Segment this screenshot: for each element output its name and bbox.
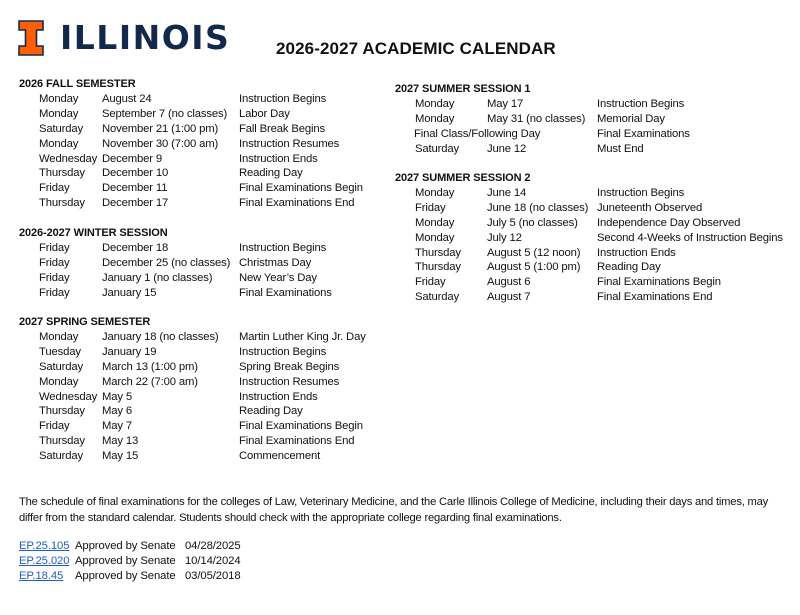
- calendar-row: [19, 137, 363, 152]
- day: Thursday: [415, 246, 461, 259]
- event: Commencement: [239, 450, 321, 463]
- approval-date: 03/05/2018: [185, 570, 241, 582]
- calendar-row: [395, 201, 783, 216]
- day: Thursday: [39, 435, 85, 448]
- calendar-row: [395, 216, 783, 231]
- section-title: 2027 SUMMER SESSION 1: [395, 83, 531, 95]
- calendar-row: [19, 345, 366, 360]
- event: Spring Break Begins: [239, 360, 340, 373]
- day: Wednesday: [39, 390, 98, 403]
- date: August 7: [487, 291, 531, 304]
- day: Thursday: [415, 261, 461, 274]
- event: Fall Break Begins: [239, 122, 325, 135]
- approval-row: [19, 554, 241, 569]
- date: January 15: [102, 286, 157, 299]
- date: May 31 (no classes): [487, 112, 586, 125]
- date: December 25 (no classes): [102, 256, 231, 269]
- page-title: 2026-2027 ACADEMIC CALENDAR: [276, 39, 556, 58]
- date: December 18: [102, 242, 169, 254]
- event: Instruction Begins: [239, 242, 327, 254]
- calendar-row: [19, 181, 363, 196]
- date: December 11: [102, 182, 168, 195]
- event: Instruction Ends: [239, 390, 318, 403]
- ep-link[interactable]: EP.25.105: [19, 540, 70, 552]
- day: Friday: [39, 182, 70, 195]
- date: May 6: [102, 405, 133, 418]
- calendar-row: [395, 186, 783, 201]
- fall-semester-section: [19, 77, 363, 211]
- day: Wednesday: [39, 152, 98, 165]
- calendar-row: [19, 107, 363, 122]
- fall-rows: [19, 92, 363, 211]
- date: January 1 (no classes): [102, 271, 213, 284]
- day: Monday: [39, 93, 79, 105]
- calendar-row: [19, 330, 366, 345]
- day: Thursday: [39, 405, 85, 418]
- event: Instruction Begins: [597, 187, 685, 199]
- event: Reading Day: [239, 405, 303, 418]
- calendar-row: [395, 97, 690, 112]
- event: Instruction Ends: [597, 246, 676, 259]
- winter-session-section: [19, 226, 332, 301]
- event: Final Examinations End: [239, 197, 355, 210]
- spring-semester-section: [19, 315, 366, 464]
- calendar-row: [19, 271, 332, 286]
- day: Monday: [39, 331, 79, 343]
- calendar-row: [19, 375, 366, 390]
- section-title: 2027 SUMMER SESSION 2: [395, 172, 531, 184]
- day: Saturday: [39, 450, 84, 463]
- date: June 12: [487, 142, 527, 155]
- calendar-row: [19, 419, 366, 434]
- summer-session-1-section: [395, 82, 690, 157]
- day: Saturday: [415, 291, 460, 304]
- event: Instruction Resumes: [239, 375, 340, 388]
- date: November 30 (7:00 am): [102, 137, 219, 150]
- day: Tuesday: [39, 345, 81, 358]
- event: Memorial Day: [597, 112, 665, 125]
- date: November 21 (1:00 pm): [102, 122, 219, 135]
- calendar-row: [395, 275, 783, 290]
- illinois-logo: [18, 19, 230, 57]
- event: Reading Day: [597, 261, 661, 274]
- winter-rows: [19, 241, 332, 301]
- day: Monday: [39, 137, 79, 150]
- day: Saturday: [39, 122, 84, 135]
- event: Christmas Day: [239, 256, 312, 269]
- day: Monday: [415, 216, 455, 229]
- day: Friday: [39, 271, 70, 284]
- approval-label: Approved by Senate: [75, 570, 176, 582]
- approval-date: 10/14/2024: [185, 555, 241, 567]
- date: May 13: [102, 435, 139, 448]
- date: August 5 (1:00 pm): [487, 261, 581, 274]
- event: Second 4-Weeks of Instruction Begins: [597, 231, 783, 244]
- calendar-row: [395, 231, 783, 246]
- event: Final Examinations Begin: [239, 182, 363, 195]
- event: Instruction Begins: [239, 93, 327, 105]
- day: Monday: [415, 187, 455, 199]
- event: New Year’s Day: [239, 271, 317, 284]
- ep-link[interactable]: EP.25.020: [19, 555, 70, 567]
- event: Labor Day: [239, 107, 290, 120]
- date: March 13 (1:00 pm): [102, 360, 198, 373]
- event: Final Examinations End: [239, 435, 355, 448]
- date: March 22 (7:00 am): [102, 375, 198, 388]
- calendar-row: [395, 290, 783, 305]
- ep-link[interactable]: EP.18.45: [19, 570, 64, 582]
- event: Martin Luther King Jr. Day: [239, 331, 366, 343]
- approval-label: Approved by Senate: [75, 540, 176, 552]
- date: June 18 (no classes): [487, 201, 589, 214]
- date: July 12: [487, 231, 522, 244]
- date: August 24: [102, 93, 152, 105]
- day: Friday: [415, 201, 446, 214]
- date: December 10: [102, 167, 169, 180]
- calendar-row: [19, 360, 366, 375]
- calendar-row: [19, 241, 332, 256]
- event: Instruction Begins: [597, 98, 685, 110]
- day: Monday: [415, 112, 455, 125]
- calendar-row: [19, 122, 363, 137]
- event: Final Examinations: [597, 127, 690, 140]
- day: Saturday: [415, 142, 460, 155]
- date: May 5: [102, 390, 133, 403]
- day: Friday: [39, 242, 70, 254]
- date: June 14: [487, 187, 527, 199]
- day: Friday: [415, 276, 446, 289]
- approval-date: 04/28/2025: [185, 540, 241, 552]
- date: May 15: [102, 450, 139, 463]
- event: Instruction Begins: [239, 345, 327, 358]
- calendar-row: [19, 152, 363, 167]
- section-title: 2027 SPRING SEMESTER: [19, 316, 151, 328]
- summer2-rows: [395, 186, 783, 305]
- event: Must End: [597, 142, 644, 155]
- day: Saturday: [39, 360, 84, 373]
- calendar-row: [19, 449, 366, 464]
- event: Final Examinations End: [597, 291, 713, 304]
- summer1-rows: [395, 97, 690, 157]
- date: May 17: [487, 98, 524, 110]
- calendar-row: [19, 434, 366, 449]
- event: Final Examinations: [239, 286, 332, 299]
- date: December 17: [102, 197, 169, 210]
- calendar-row: [19, 92, 363, 107]
- day: Friday: [39, 256, 70, 269]
- day-range: Final Class/Following Day: [414, 127, 541, 140]
- event: Instruction Ends: [239, 152, 318, 165]
- calendar-row: [19, 286, 332, 301]
- day: Monday: [415, 98, 455, 110]
- day: Monday: [39, 375, 79, 388]
- final-exams-note: The schedule of final examinations for the colleges of Law, Veterinary Medicine, and the Carle Illinois College of Medicine, including their days and times, may differ from the standard calendar. Students should check with the appropriate college regarding final examinations.: [19, 496, 769, 524]
- calendar-row: [395, 142, 690, 157]
- summer-session-2-section: [395, 171, 783, 305]
- section-title: 2026-2027 WINTER SESSION: [19, 227, 168, 239]
- approval-row: [19, 569, 241, 584]
- date: January 19: [102, 345, 157, 358]
- event: Instruction Resumes: [239, 137, 340, 150]
- date: August 6: [487, 276, 531, 289]
- event: Reading Day: [239, 167, 303, 180]
- calendar-row: [19, 390, 366, 405]
- date: July 5 (no classes): [487, 216, 578, 229]
- section-title: 2026 FALL SEMESTER: [19, 78, 136, 90]
- date: December 9: [102, 152, 163, 165]
- event: Juneteenth Observed: [597, 201, 703, 214]
- date: September 7 (no classes): [102, 107, 228, 120]
- calendar-row: [395, 127, 690, 142]
- calendar-row: [395, 246, 783, 261]
- day: Friday: [39, 286, 70, 299]
- day: Monday: [39, 107, 79, 120]
- event: Final Examinations Begin: [239, 420, 363, 433]
- approval-row: [19, 539, 241, 554]
- date: May 7: [102, 420, 133, 433]
- logo-wordmark: ILLINOIS: [60, 18, 231, 57]
- calendar-row: [395, 260, 783, 275]
- day: Thursday: [39, 167, 85, 180]
- calendar-row: [395, 112, 690, 127]
- event: Independence Day Observed: [597, 216, 741, 229]
- senate-approvals: [19, 539, 241, 584]
- calendar-row: [19, 256, 332, 271]
- day: Friday: [39, 420, 70, 433]
- approval-label: Approved by Senate: [75, 555, 176, 567]
- event: Final Examinations Begin: [597, 276, 721, 289]
- date: January 18 (no classes): [102, 331, 219, 343]
- date: August 5 (12 noon): [487, 246, 581, 259]
- day: Monday: [415, 231, 455, 244]
- day: Thursday: [39, 197, 85, 210]
- block-i-icon: [18, 20, 44, 56]
- calendar-row: [19, 404, 366, 419]
- calendar-row: [19, 166, 363, 181]
- spring-rows: [19, 330, 366, 464]
- calendar-row: [19, 196, 363, 211]
